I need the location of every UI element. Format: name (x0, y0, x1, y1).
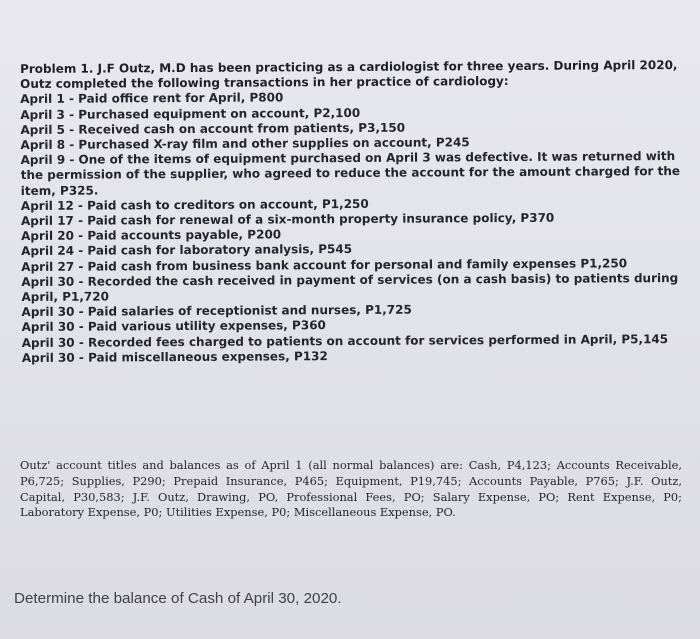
transaction-item: April 5 - Received cash on account from patients, P3,150 (20, 120, 406, 137)
transaction-item: April 30 - Paid miscellaneous expenses, P132 (21, 348, 328, 365)
transaction-item: April 30 - Paid salaries of receptionist and nurses, P1,725 (21, 302, 412, 320)
transaction-item: April 12 - Paid cash to creditors on account, P1,250 (20, 196, 369, 213)
problem-block (20, 58, 690, 366)
problem-label: Problem 1. (20, 61, 94, 76)
problem-intro (20, 58, 688, 92)
problem-intro-text: J.F Outz, M.D has been practicing as a cardiologist for three years. During April 2020, Outz completed the following transactions in her practice of cardiology: (20, 57, 678, 92)
transaction-item: April 27 - Paid cash from business bank account for personal and family expenses P1,250 (21, 255, 628, 274)
question-text: Determine the balance of Cash of April 30, 2020. (14, 590, 342, 607)
transaction-item: April 30 - Recorded fees charged to patients on account for services performed in April, P5,145 (21, 331, 669, 350)
transaction-item: April 30 - Recorded the cash received in payment of services (on a cash basis) to patients during April, P1,720 (21, 270, 679, 305)
transaction-item: April 24 - Paid cash for laboratory analysis, P545 (21, 242, 353, 259)
transaction-item: April 8 - Purchased X-ray film and other supplies on account, P245 (20, 135, 470, 153)
transaction-item: April 1 - Paid office rent for April, P800 (20, 90, 284, 107)
transaction-item: April 3 - Purchased equipment on account, P2,100 (20, 105, 361, 122)
transaction-item: April 17 - Paid cash for renewal of a six-month property insurance policy, P370 (20, 210, 555, 229)
account-balances-paragraph: Outz' account titles and balances as of April 1 (all normal balances) are: Cash, P4,123; Accounts Receivable, P6,725; Supplies, P290; Prepaid Insurance, P465; Equipment, P19,745; Accounts Payable, P765; J.F. Outz, Capital, P30,583; J.F. Outz, Drawing, PO, Professional Fees, PO; Salary Expense, PO; Rent Expense, P0; Laboratory Expense, P0; Utilities Expense, P0; Miscellaneous Expense, PO. (20, 458, 682, 520)
transaction-item: April 9 - One of the items of equipment purchased on April 3 was defective. It was returned with the permission of the supplier, who agreed to reduce the account for the amount charged for the item, P325. (20, 149, 681, 198)
transaction-list (20, 88, 690, 366)
transaction-item: April 30 - Paid various utility expenses, P360 (21, 318, 326, 335)
transaction-item: April 20 - Paid accounts payable, P200 (21, 227, 282, 244)
